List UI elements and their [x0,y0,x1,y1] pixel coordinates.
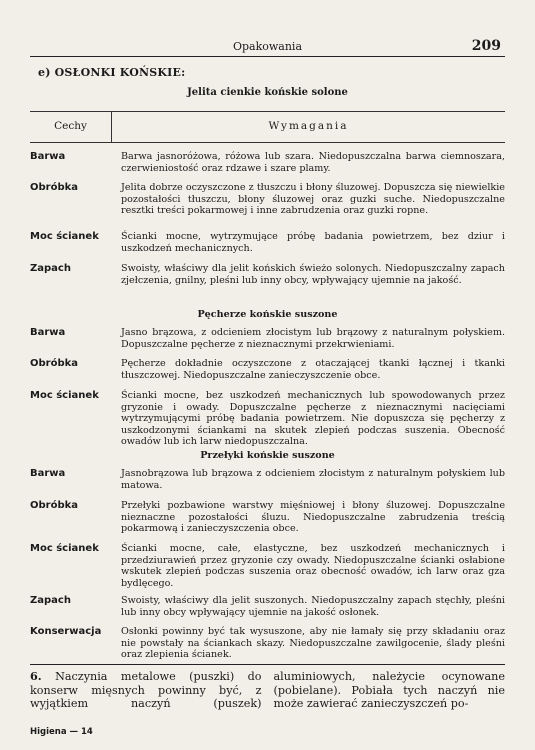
row-text: Ścianki mocne, wytrzymujące próbę badania powietrzem, bez dziur i uszkodzeń mechanicznych. [121,231,505,254]
row-label: Barwa [30,327,66,338]
row-text: Swoisty, właściwy dla jelit końskich świeżo solonych. Niedopuszczalny zapach zjełczenia, gnilny, pleśni lub inny obcy, wpływający ujemnie na jakość. [121,263,505,286]
row-text: Ścianki mocne, całe, elastyczne, bez uszkodzeń mechanicznych i przedziurawień przez gryzonie czy owady. Niedopuszczalne ścianki osłabione wskutek zlepień podczas suszenia oraz obecność owadów, ich larw oraz gza bydlęcego. [121,543,505,589]
running-title: Opakowania [232,40,303,53]
section-label: e) OSŁONKI KOŃSKIE: [38,66,186,79]
table-bottom-rule [30,664,505,665]
row-text: Jasno brązowa, z odcieniem złocistym lub brązowy z naturalnym połyskiem. Dopuszczalne pęcherze z nieznacznymi przekrwieniami. [121,327,505,350]
paragraph-6 [30,670,505,711]
row-label: Moc ścianek [30,543,99,554]
row-text: Swoisty, właściwy dla jelit suszonych. Niedopuszczalny zapach stęchły, pleśni lub inny obcy wpływający ujemnie na jakość osłonek. [121,595,505,618]
row-label: Moc ścianek [30,231,99,242]
column-header-cechy: Cechy [54,120,87,132]
page-number: 209 [471,38,501,54]
row-label: Barwa [30,151,66,162]
page-footer-signature: Higiena — 14 [30,727,93,737]
row-label: Barwa [30,468,66,479]
row-text: Osłonki powinny być tak wysuszone, aby nie łamały się przy składaniu oraz nie powstały na ściankach skazy. Niedopuszczalne zawilgocenie, ślady pleśni oraz zlepienia ścianek. [121,626,505,661]
row-label: Obróbka [30,500,79,511]
subheading-pecherze: Pęcherze końskie suszone [197,309,338,320]
row-text: Jasnobrązowa lub brązowa z odcieniem złocistym z naturalnym połyskiem lub matowa. [121,468,505,491]
row-label: Zapach [30,595,71,606]
running-head [30,40,505,56]
row-text: Ścianki mocne, bez uszkodzeń mechanicznych lub spowodowanych przez gryzonie i owady. Dopuszczalne pęcherze z nieznacznymi nacięciami wytrzymującymi próbę badania powietrzem. Nie dopuszcza się pęcherzy z uszkodzonymi ściankami na skutek zlepień podczas suszenia. Obecność owadów lub ich larw niedopuszczalna. [121,390,505,448]
row-text: Pęcherze dokładnie oczyszczone z otaczającej tkanki łącznej i tkanki tłuszczowej. Niedopuszczalne zanieczyszczenie obce. [121,358,505,381]
column-header-wymagania: Wymagania [268,120,349,132]
table-title: Jelita cienkie końskie solone [187,87,348,98]
paragraph-text: Naczynia metalowe (puszki) do konserw mięsnych powinny być, z wyjątkiem naczyń (puszek) aluminiowych, należycie ocynowane (pobielane). Pobiała tych naczyń nie może zawierać zanieczyszczeń po- [30,670,505,711]
row-text: Barwa jasnoróżowa, różowa lub szara. Niedopuszczalna barwa ciemnoszara, czerwieniostość oraz rdzawe i szare plamy. [121,151,505,174]
paragraph-number: 6. [30,669,42,683]
header-rule [30,56,505,57]
row-text: Przełyki pozbawione warstwy mięśniowej i błony śluzowej. Dopuszczalne nieznaczne pozostałości śluzu. Niedopuszczalne zabrudzenia treścią pokarmową i zanieczyszczenia obce. [121,500,505,535]
row-label: Konserwacja [30,626,102,637]
row-text: Jelita dobrze oczyszczone z tłuszczu i błony śluzowej. Dopuszcza się niewielkie pozostałości tłuszczu, błony śluzowej oraz guzki suche. Niedopuszczalne resztki treści pokarmowej i inne zabrudzenia oraz guzki ropne. [121,182,505,217]
row-label: Obróbka [30,358,79,369]
row-label: Obróbka [30,182,79,193]
table-header [30,111,505,143]
row-label: Zapach [30,263,71,274]
row-label: Moc ścianek [30,390,99,401]
subheading-przelyki: Przełyki końskie suszone [200,450,335,461]
